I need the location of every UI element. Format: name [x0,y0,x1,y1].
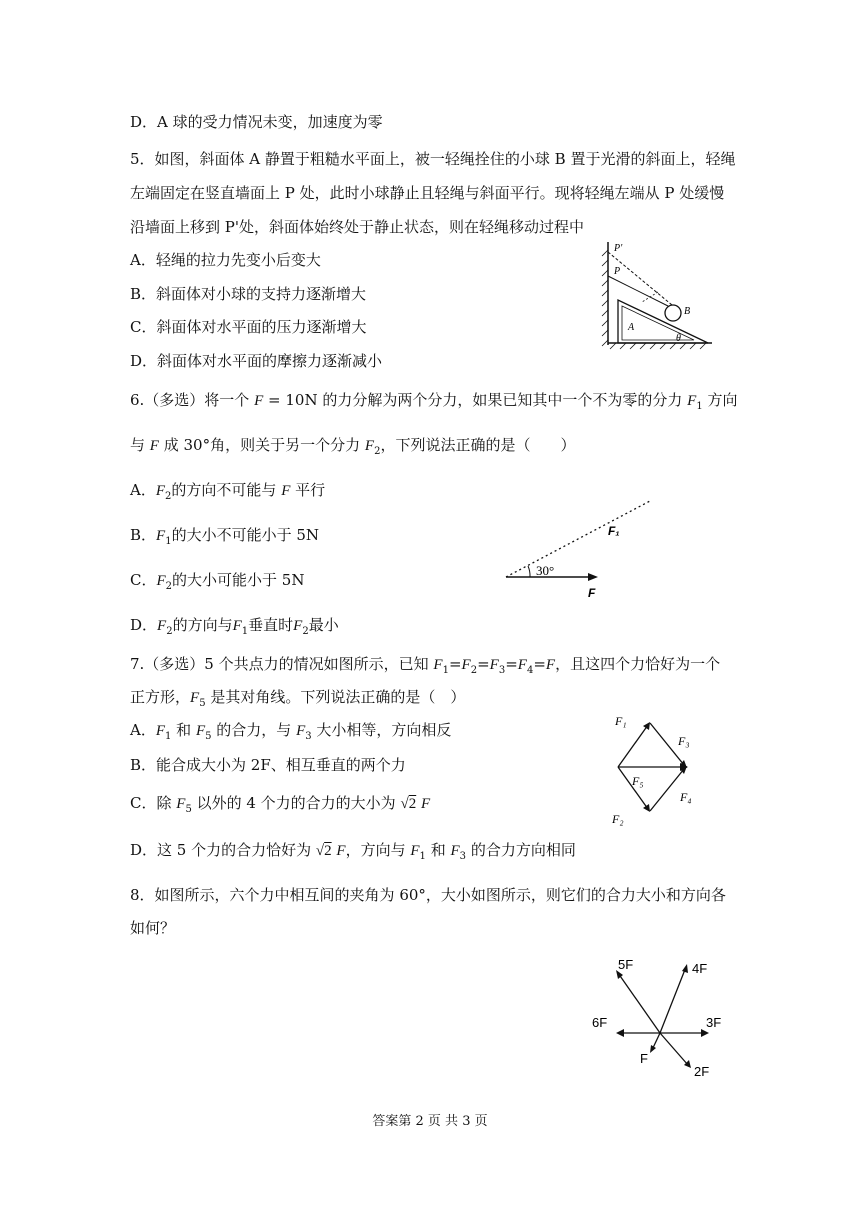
q6-option-d-text2: 垂直时 [248,616,294,634]
q7-stem-text-b: ，且这四个力恰好为一个 [555,655,721,673]
q7-option-d-label: D．这 5 个力的合力恰好为 [130,841,312,859]
q7-option-a-and: 和 [176,721,192,739]
q7-stem2-text: 是其对角线。下列说法正确的是（ ） [210,688,466,706]
q6-option-d: D．$F_2$的方向与$F_1$垂直时$F_2$最小 [130,616,339,637]
q6-option-b-text: 的大小不可能小于 5N [171,526,320,544]
q6-option-b: B．$F_1$的大小不可能小于 5N [130,526,320,547]
q6-option-a: A．$F_2$的方向不可能与 F 平行 [130,481,326,502]
q7-force-square-figure [600,705,710,830]
q6-option-a-label: A． [130,481,156,499]
q6-stem-text-b: 的力分解为两个分力，如果已知其中一个不为零的分力 [322,391,683,409]
q5-fig-label-p: P [614,266,621,277]
q6-stem-text-c: 方向 [707,391,738,409]
q7-option-a-text2: 大小相等，方向相反 [316,721,452,739]
q8-fig-label-6f: 6F [592,1015,608,1030]
q6-option-c: C．$F_2$的大小可能小于 5N [130,571,305,592]
q6-option-d-label: D． [130,616,158,634]
q7-option-d-text2: 的合力方向相同 [470,841,576,859]
q7-option-a-text1: 的合力，与 [216,721,292,739]
page-footer: 答案第 2 页 共 3 页 [372,1114,488,1129]
q8-fig-label-4f: 4F [692,961,708,976]
q6-option-a-text: 的方向不可能与 [171,481,277,499]
q7-option-b: B．能合成大小为 2F、相互垂直的两个力 [130,756,406,774]
q6-stem2-text-a: 与 [130,436,146,454]
q5-fig-label-b: B [684,306,691,317]
q6-fig-label-f1: F₁ [608,524,620,538]
q7-fig-label-f1: F₁ [615,714,627,728]
q7-option-a: A．$F_1$ 和 $F_5$ 的合力，与 $F_3$ 大小相等，方向相反 [130,721,452,742]
q8-fig-label-2f: 2F [694,1064,710,1079]
q8-fig-label-5f: 5F [618,957,634,972]
q7-option-c-text: 以外的 4 个力的合力的大小为 [196,794,396,812]
q6-stem-text-a: 6.（多选）将一个 [130,391,250,409]
q7-option-c: C．除 $F_5$ 以外的 4 个力的合力的大小为 √2 F [130,794,431,815]
q8-stem-line1: 8．如图所示，六个力中相互间的夹角为 60°，大小如图所示，则它们的合力大小和方向各 [130,886,726,904]
q5-stem-line2: 左端固定在竖直墙面上 P 处，此时小球静止且轻绳与斜面平行。现将轻绳左端从 P 处缓慢 [130,184,725,202]
q8-stem-line2: 如何？ [130,919,176,937]
q7-fig-label-f4: F₄ [680,790,692,804]
q6-fig-label-f: F [588,586,596,600]
q6-stem-line1: 6.（多选）将一个 F = 10N 的力分解为两个分力，如果已知其中一个不为零的分力 $F_1$ 方向 [130,391,738,412]
q5-option-c: C．斜面体对水平面的压力逐渐增大 [130,318,367,336]
q5-fig-label-theta: θ [676,333,681,344]
q7-fig-label-f5: F₅ [632,774,644,788]
q5-incline-figure [598,240,716,352]
q8-fig-label-3f: 3F [706,1015,722,1030]
q6-option-d-text3: 最小 [308,616,339,634]
q7-option-a-label: A． [130,721,156,739]
q7-option-c-label: C．除 [130,794,172,812]
q5-stem-line3: 沿墙面上移到 P'处，斜面体始终处于静止状态，则在轻绳移动过程中 [130,218,584,236]
q6-force-figure [500,495,660,600]
q6-option-d-text1: 的方向与 [172,616,233,634]
q7-fig-label-f3: F₃ [678,734,690,748]
q7-option-d-and: 和 [430,841,446,859]
q6-stem2-text-c: ，下列说法正确的是（ ） [380,436,576,454]
q7-stem-line2: 正方形，$F_5$ 是其对角线。下列说法正确的是（ ） [130,688,466,709]
q7-option-d: D．这 5 个力的合力恰好为 √2 F，方向与 $F_1$ 和 $F_3$ 的合力方向相同 [130,841,576,862]
q6-fig-angle: 30° [536,563,555,578]
q6-option-a-end: 平行 [295,481,326,499]
q6-option-c-text: 的大小可能小于 5N [172,571,305,589]
q7-fig-label-f2: F₂ [612,812,624,826]
q5-stem-line1: 5．如图，斜面体 A 静置于粗糙水平面上，被一轻绳拴住的小球 B 置于光滑的斜面上，轻绳 [130,150,736,168]
q6-option-c-label: C． [130,571,157,589]
q7-option-d-text1: ，方向与 [345,841,406,859]
q6-option-b-label: B． [130,526,157,544]
q6-stem2-text-b: 成 30°角，则关于另一个分力 [163,436,361,454]
q8-fig-label-f: F [640,1051,648,1066]
q7-stem-text-a: 7.（多选）5 个共点力的情况如图所示，已知 [130,655,429,673]
q4-option-d: D．A 球的受力情况未变，加速度为零 [130,113,383,131]
q6-stem-line2: 与 F 成 30°角，则关于另一个分力 $F_2$，下列说法正确的是（ ） [130,436,576,457]
q8-six-forces-figure [590,955,730,1085]
q5-option-b: B．斜面体对小球的支持力逐渐增大 [130,285,367,303]
q7-stem-line1: 7.（多选）5 个共点力的情况如图所示，已知 $F_1=F_2=F_3=F_4=F$，且这四个力恰好为一个 [130,655,721,676]
q5-option-a: A．轻绳的拉力先变小后变大 [130,251,321,269]
q5-fig-label-a: A [628,322,635,333]
q5-fig-label-p-prime: P' [614,243,623,254]
q5-option-d: D．斜面体对水平面的摩擦力逐渐减小 [130,352,383,370]
